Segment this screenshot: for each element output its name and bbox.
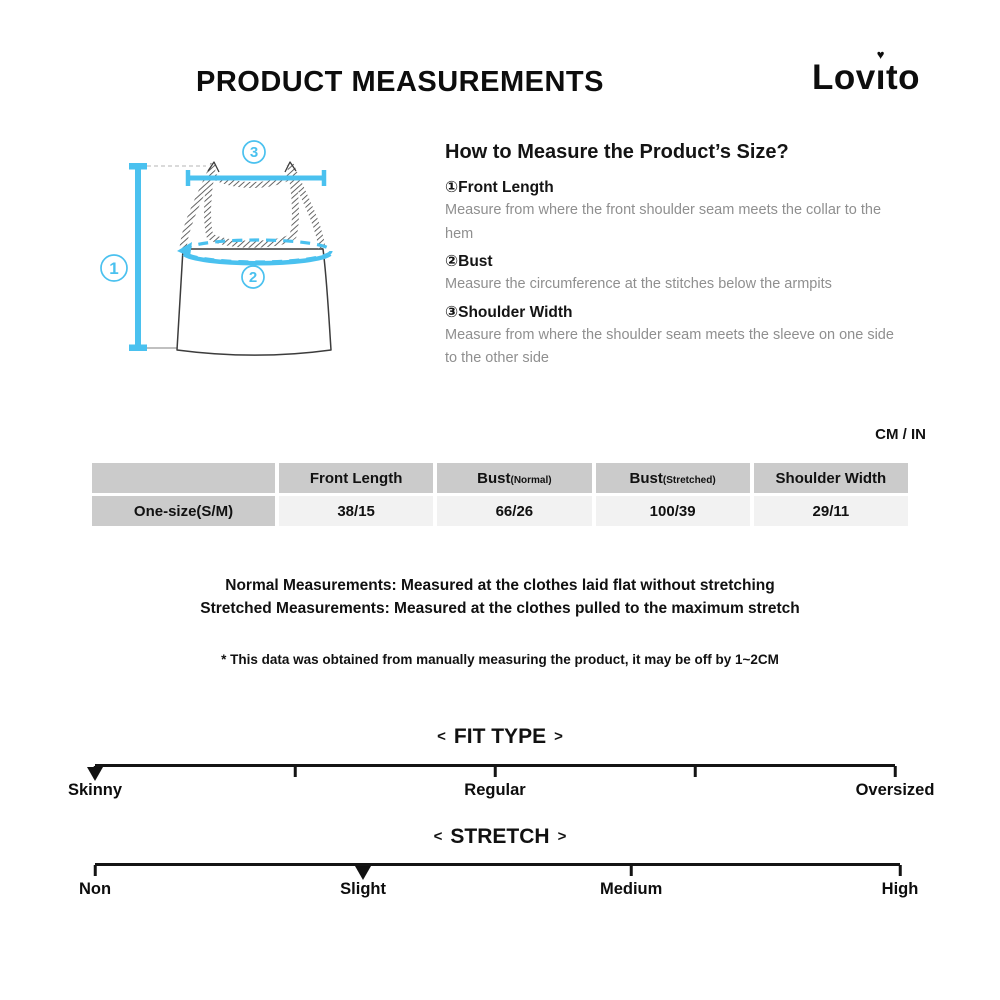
circled-2-icon: ② (445, 253, 459, 270)
logo-text-pre: Lov (812, 58, 876, 97)
measure-item-label-bust: ②Bust (445, 253, 493, 270)
fit-type-marker-icon (87, 767, 103, 781)
table-header-row (92, 463, 908, 493)
measure-item-desc-bust: Measure the circumference at the stitches below the armpits (445, 276, 832, 292)
fit-type-title: < FIT TYPE > (437, 725, 563, 748)
measure-item-desc-front-length: Measure from where the front shoulder seam meets the collar to the hem (445, 202, 882, 242)
scale-tick (630, 865, 633, 876)
right-angle-icon: > (554, 728, 563, 745)
fit-type-label-regular: Regular (464, 781, 526, 799)
stretch-label-slight: Slight (340, 880, 386, 898)
right-angle-icon: > (557, 828, 567, 845)
left-angle-icon: < (433, 828, 443, 845)
circled-3-icon: ③ (445, 303, 459, 321)
table-cell-size: One-size(S/M) (92, 496, 275, 526)
units-label: CM / IN (875, 426, 926, 443)
scale-end-cap (894, 766, 897, 777)
note-stretched: Stretched Measurements: Measured at the clothes pulled to the maximum stretch (200, 600, 800, 617)
callout-number-1: 1 (109, 259, 119, 278)
garment-measurement-diagram (80, 130, 440, 380)
stretch-scale (78, 863, 919, 898)
table-cell-shoulder-width: 29/11 (754, 496, 908, 526)
fit-type-label-oversized: Oversized (855, 781, 935, 799)
measure-item-label-shoulder-width: ③Shoulder Width (445, 303, 573, 321)
measure-item-desc-shoulder-width: Measure from where the shoulder seam meets the sleeve on one side to the other side (445, 326, 894, 366)
scale-tick (294, 766, 297, 777)
table-row (92, 496, 908, 526)
fit-type-label-skinny: Skinny (67, 781, 123, 799)
scale-tick (494, 766, 497, 777)
table-header-empty (92, 463, 275, 493)
measurement-notes (0, 574, 1000, 620)
table-header-bust-normal: Bust (Normal) (437, 463, 591, 493)
note-normal: Normal Measurements: Measured at the clothes laid flat without stretching (225, 577, 775, 594)
stretch-label-high: High (881, 880, 919, 898)
table-cell-front-length: 38/15 (279, 496, 433, 526)
logo-letter-i: ı ♥ (875, 47, 886, 97)
left-angle-icon: < (437, 728, 446, 745)
size-table (92, 463, 908, 526)
disclaimer-note: * This data was obtained from manually measuring the product, it may be off by 1~2CM (221, 652, 779, 667)
callout-number-2: 2 (248, 269, 258, 286)
fit-type-scale (67, 764, 935, 799)
table-cell-bust-stretched: 100/39 (596, 496, 750, 526)
callout-number-3: 3 (249, 144, 259, 161)
stretch-title: < STRETCH > (433, 825, 567, 848)
table-header-front-length: Front Length (279, 463, 433, 493)
stretch-label-medium: Medium (599, 880, 663, 898)
heart-icon: ♥ (876, 47, 885, 62)
measure-item-label-front-length: ①Front Length (445, 179, 554, 196)
table-header-bust-stretched: Bust (Stretched) (596, 463, 750, 493)
table-cell-bust-normal: 66/26 (437, 496, 591, 526)
scale-end-cap (94, 865, 97, 876)
stretch-label-non: Non (78, 880, 112, 898)
table-header-shoulder-width: Shoulder Width (754, 463, 908, 493)
brand-logo (812, 47, 921, 98)
scale-tick (694, 766, 697, 777)
logo-text-post: to (885, 58, 921, 97)
scale-end-cap (899, 865, 902, 876)
how-to-measure-section (445, 141, 910, 371)
stretch-marker-icon (355, 866, 371, 880)
page-title: PRODUCT MEASUREMENTS (196, 66, 604, 98)
circled-1-icon: ① (445, 179, 459, 196)
how-to-heading: How to Measure the Product’s Size? (445, 141, 789, 163)
